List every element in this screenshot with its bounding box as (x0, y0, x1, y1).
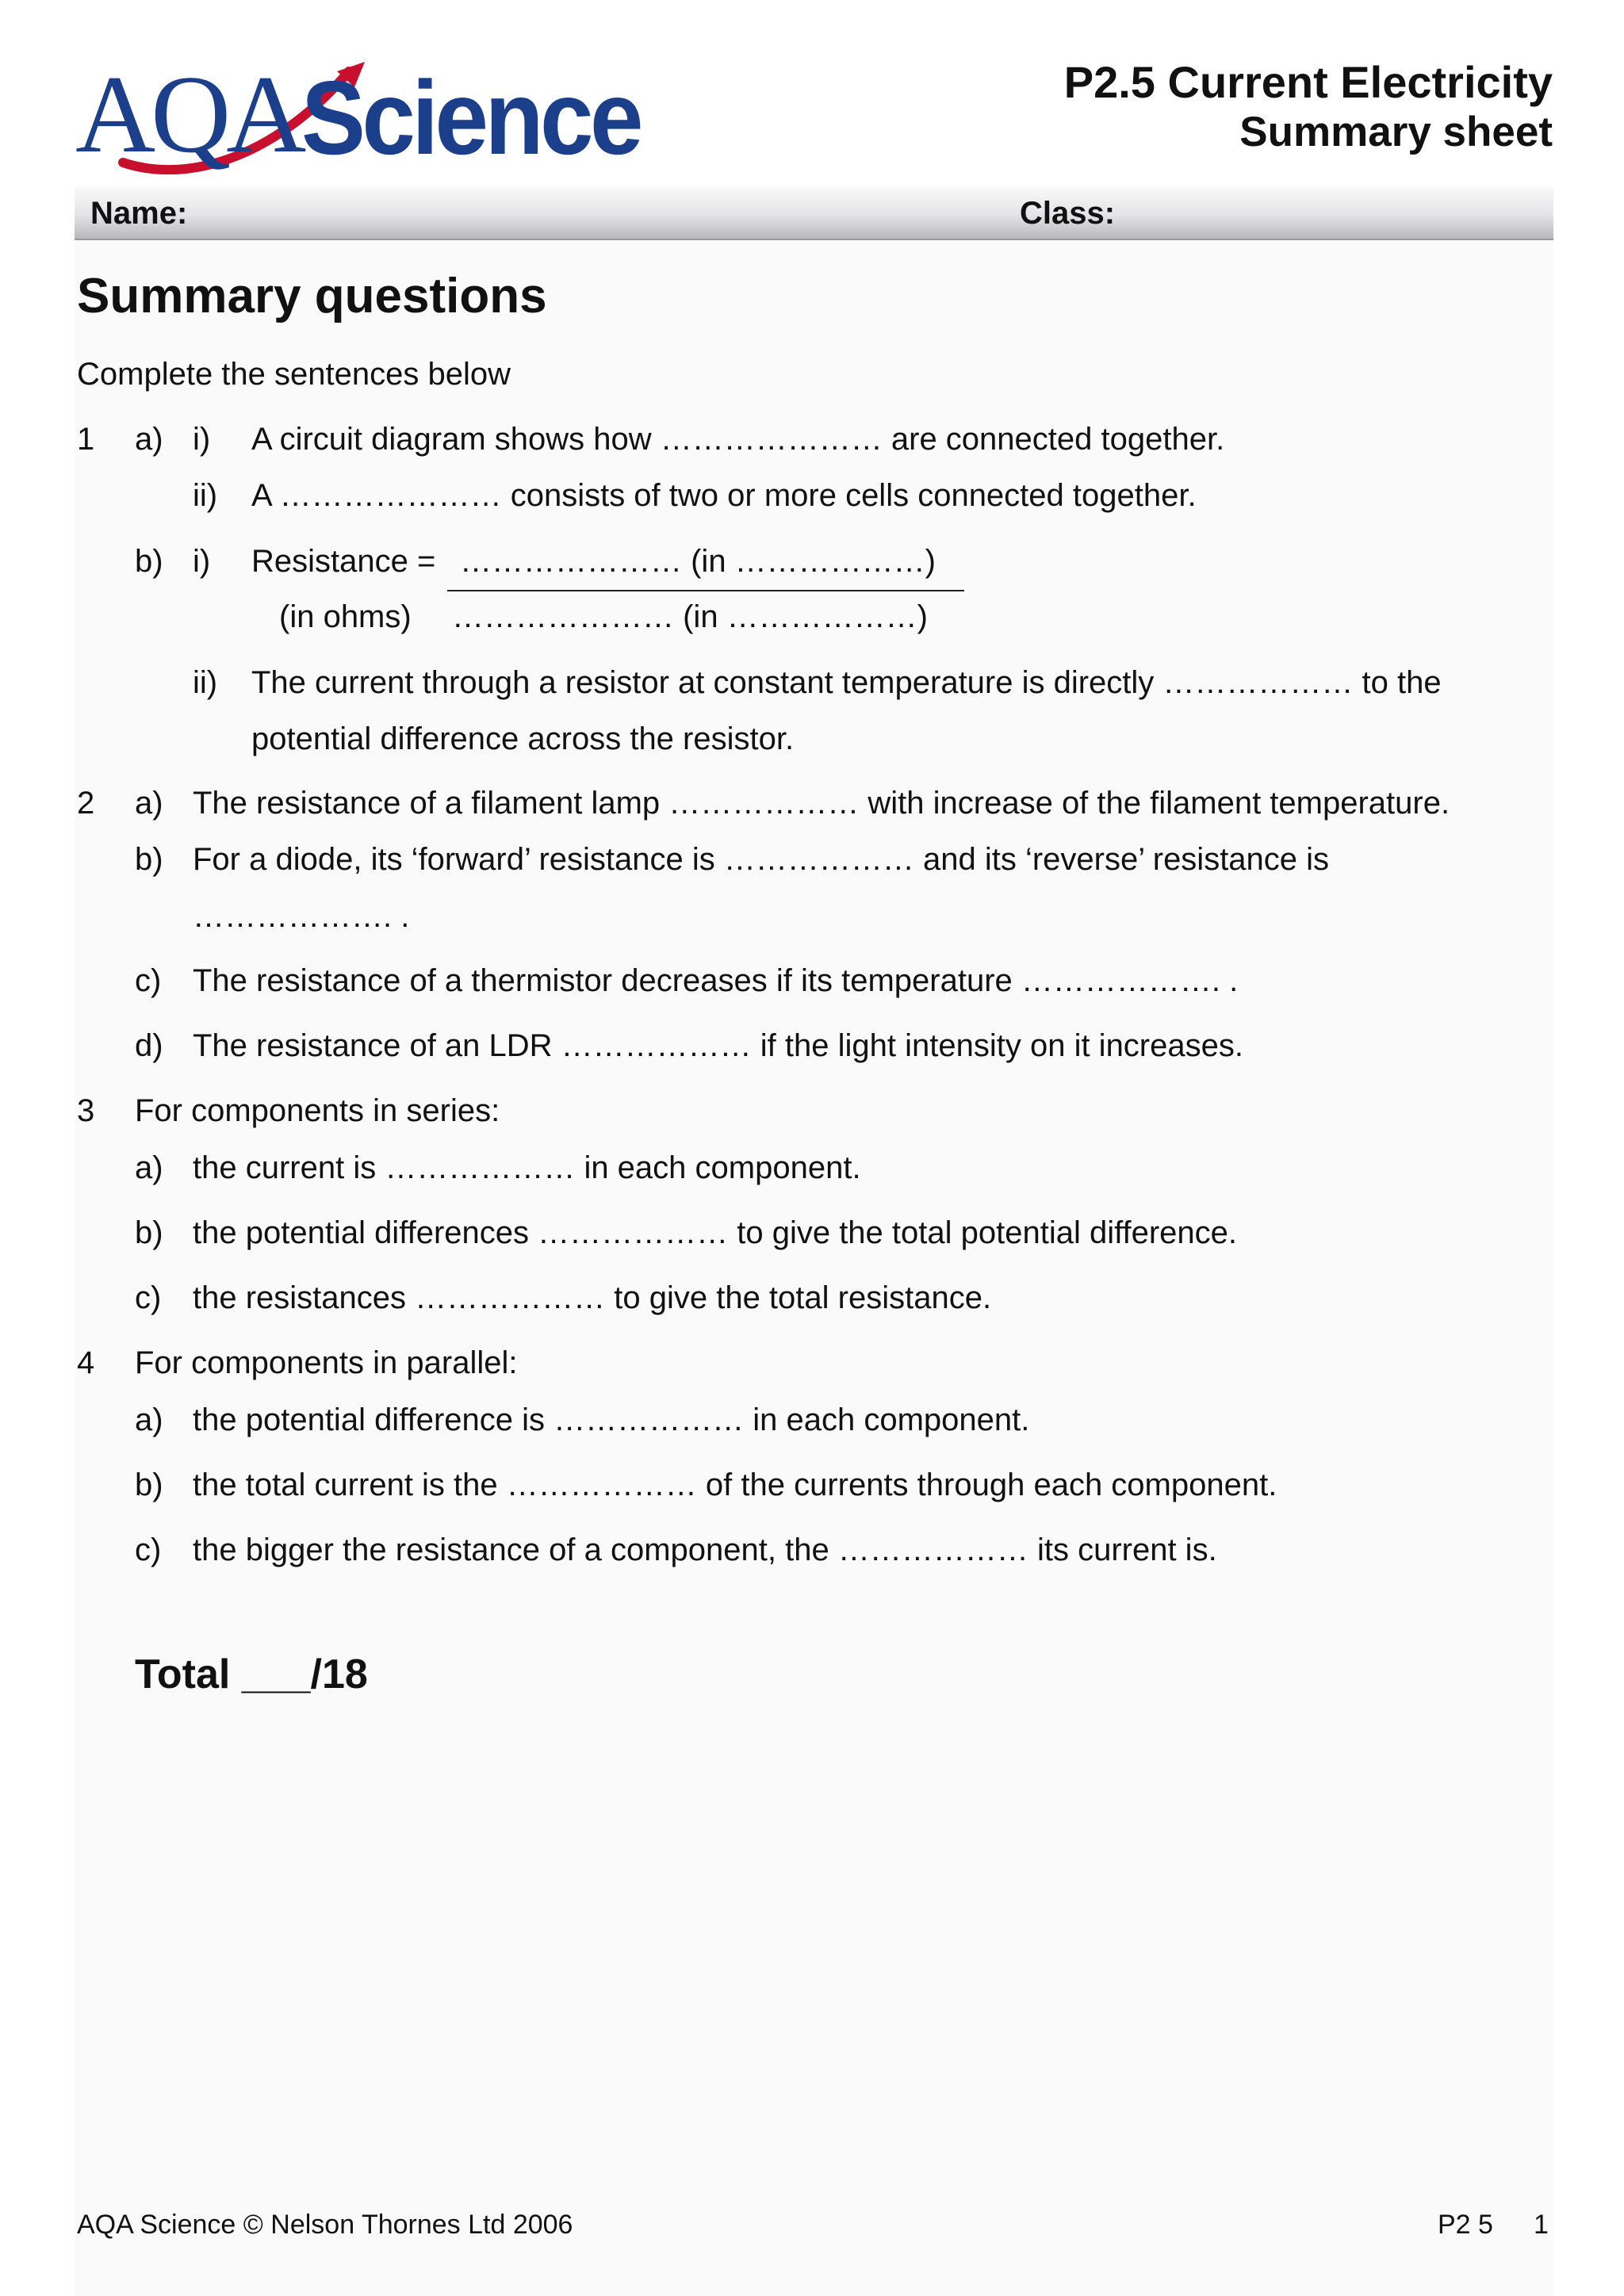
q2-a-text: The resistance of a filament lamp ……………… with increase of the filament temperature. (193, 786, 1450, 821)
q4-b-text: the total current is the ……………… of the currents through each component. (193, 1468, 1277, 1502)
q3-number: 3 (77, 1093, 95, 1128)
q1-a-ii-text: A ………………… consists of two or more cells connected together. (251, 478, 1197, 513)
q1-a-i-label: i) (193, 422, 211, 457)
name-label: Name: (90, 196, 188, 231)
q1-a-label: a) (135, 422, 163, 457)
footer-page-number: 1 (1534, 2210, 1549, 2240)
q2-b-line2: ………………. . (193, 899, 410, 934)
section-heading: Summary questions (77, 269, 547, 323)
footer-copyright: AQA Science © Nelson Thornes Ltd 2006 (77, 2210, 573, 2240)
q1-a-ii-label: ii) (193, 478, 218, 513)
q4-a-label: a) (135, 1402, 163, 1437)
q4-b-label: b) (135, 1468, 163, 1502)
fraction-line (447, 590, 964, 591)
resistance-label: Resistance = (251, 544, 436, 579)
logo-science-text: Science (301, 59, 640, 176)
q3-a-text: the current is ……………… in each component. (193, 1150, 861, 1185)
q3-intro: For components in series: (135, 1093, 500, 1128)
q4-c-label: c) (135, 1533, 162, 1567)
logo-aqa-text: AQA (75, 53, 302, 176)
resistance-denominator: ………………… (in ………………) (452, 599, 928, 634)
q4-c-text: the bigger the resistance of a component, the ……………… its current is. (193, 1533, 1217, 1567)
page-title: P2.5 Current Electricity (1063, 57, 1553, 107)
q3-c-text: the resistances ……………… to give the total resistance. (193, 1280, 992, 1315)
q4-number: 4 (77, 1345, 95, 1380)
q1-number: 1 (77, 422, 95, 457)
q1-b-ii-line1: The current through a resistor at constant temperature is directly ……………… to the (251, 665, 1442, 700)
instruction-text: Complete the sentences below (77, 357, 511, 392)
q2-b-label: b) (135, 842, 163, 877)
q3-a-label: a) (135, 1150, 163, 1185)
footer-code: P2 5 (1438, 2210, 1493, 2240)
q1-b-label: b) (135, 544, 163, 579)
q2-d-text: The resistance of an LDR ……………… if the light intensity on it increases. (193, 1028, 1243, 1063)
q3-c-label: c) (135, 1280, 162, 1315)
q1-b-ii-line2: potential difference across the resistor. (251, 721, 795, 756)
q2-number: 2 (77, 786, 95, 821)
q3-b-label: b) (135, 1215, 163, 1250)
q1-b-ii-label: ii) (193, 665, 218, 700)
q2-a-label: a) (135, 786, 163, 821)
q2-d-label: d) (135, 1028, 163, 1063)
page-subtitle: Summary sheet (1239, 109, 1553, 155)
resistance-unit: (in ohms) (279, 599, 412, 634)
q2-c-text: The resistance of a thermistor decreases if its temperature ………………. . (193, 963, 1239, 998)
total-score: Total ___/18 (135, 1651, 368, 1697)
class-label: Class: (1020, 196, 1116, 231)
q3-b-text: the potential differences ……………… to give the total potential difference. (193, 1215, 1238, 1250)
q4-a-text: the potential difference is ……………… in each component. (193, 1402, 1030, 1437)
q4-intro: For components in parallel: (135, 1345, 518, 1380)
q1-a-i-text: A circuit diagram shows how ………………… are connected together. (251, 422, 1225, 457)
q2-b-line1: For a diode, its ‘forward’ resistance is ……………… and its ‘reverse’ resistance is (193, 842, 1330, 877)
q2-c-label: c) (135, 963, 162, 998)
resistance-numerator: ………………… (in ………………) (460, 544, 936, 579)
q1-b-i-label: i) (193, 544, 211, 579)
